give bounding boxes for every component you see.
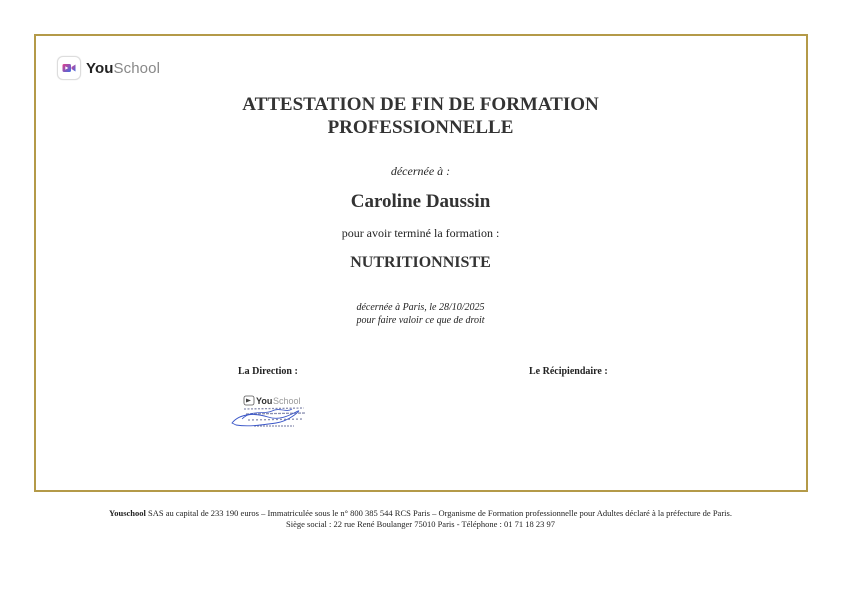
stamp-brand-light: School <box>273 396 301 406</box>
legal-footer <box>0 508 841 530</box>
place-date: décernée à Paris, le 28/10/2025 pour faire valoir ce que de droit <box>356 302 485 326</box>
awarded-to-text: décernée à : <box>390 164 451 178</box>
brand-name: YouSchool <box>86 59 160 77</box>
footer-line1: SAS au capital de 233 190 euros – Immatriculée sous le n° 800 385 544 RCS Paris – Organisme de Formation professionnelle pour Adultes déclaré à la préfecture de Paris. <box>145 508 732 518</box>
stamp-brand-bold: You <box>256 396 273 406</box>
brand-logo <box>57 56 160 80</box>
footer-line2: Siège social : 22 rue René Boulanger 75010 Paris - Téléphone : 01 71 18 23 97 <box>286 519 555 529</box>
footer-company: Youschool <box>109 508 146 518</box>
course-name: NUTRITIONNISTE <box>350 254 491 271</box>
completed-text: pour avoir terminé la formation : <box>341 226 500 240</box>
direction-label: La Direction : <box>238 366 298 377</box>
recipient-name: Caroline Daussin <box>350 191 491 212</box>
certificate-title: ATTESTATION DE FIN DE FORMATION PROFESSIONNELLE <box>242 94 599 138</box>
video-camera-icon <box>57 56 81 80</box>
recipient-label: Le Récipiendaire : <box>529 366 608 377</box>
company-stamp <box>228 391 312 439</box>
